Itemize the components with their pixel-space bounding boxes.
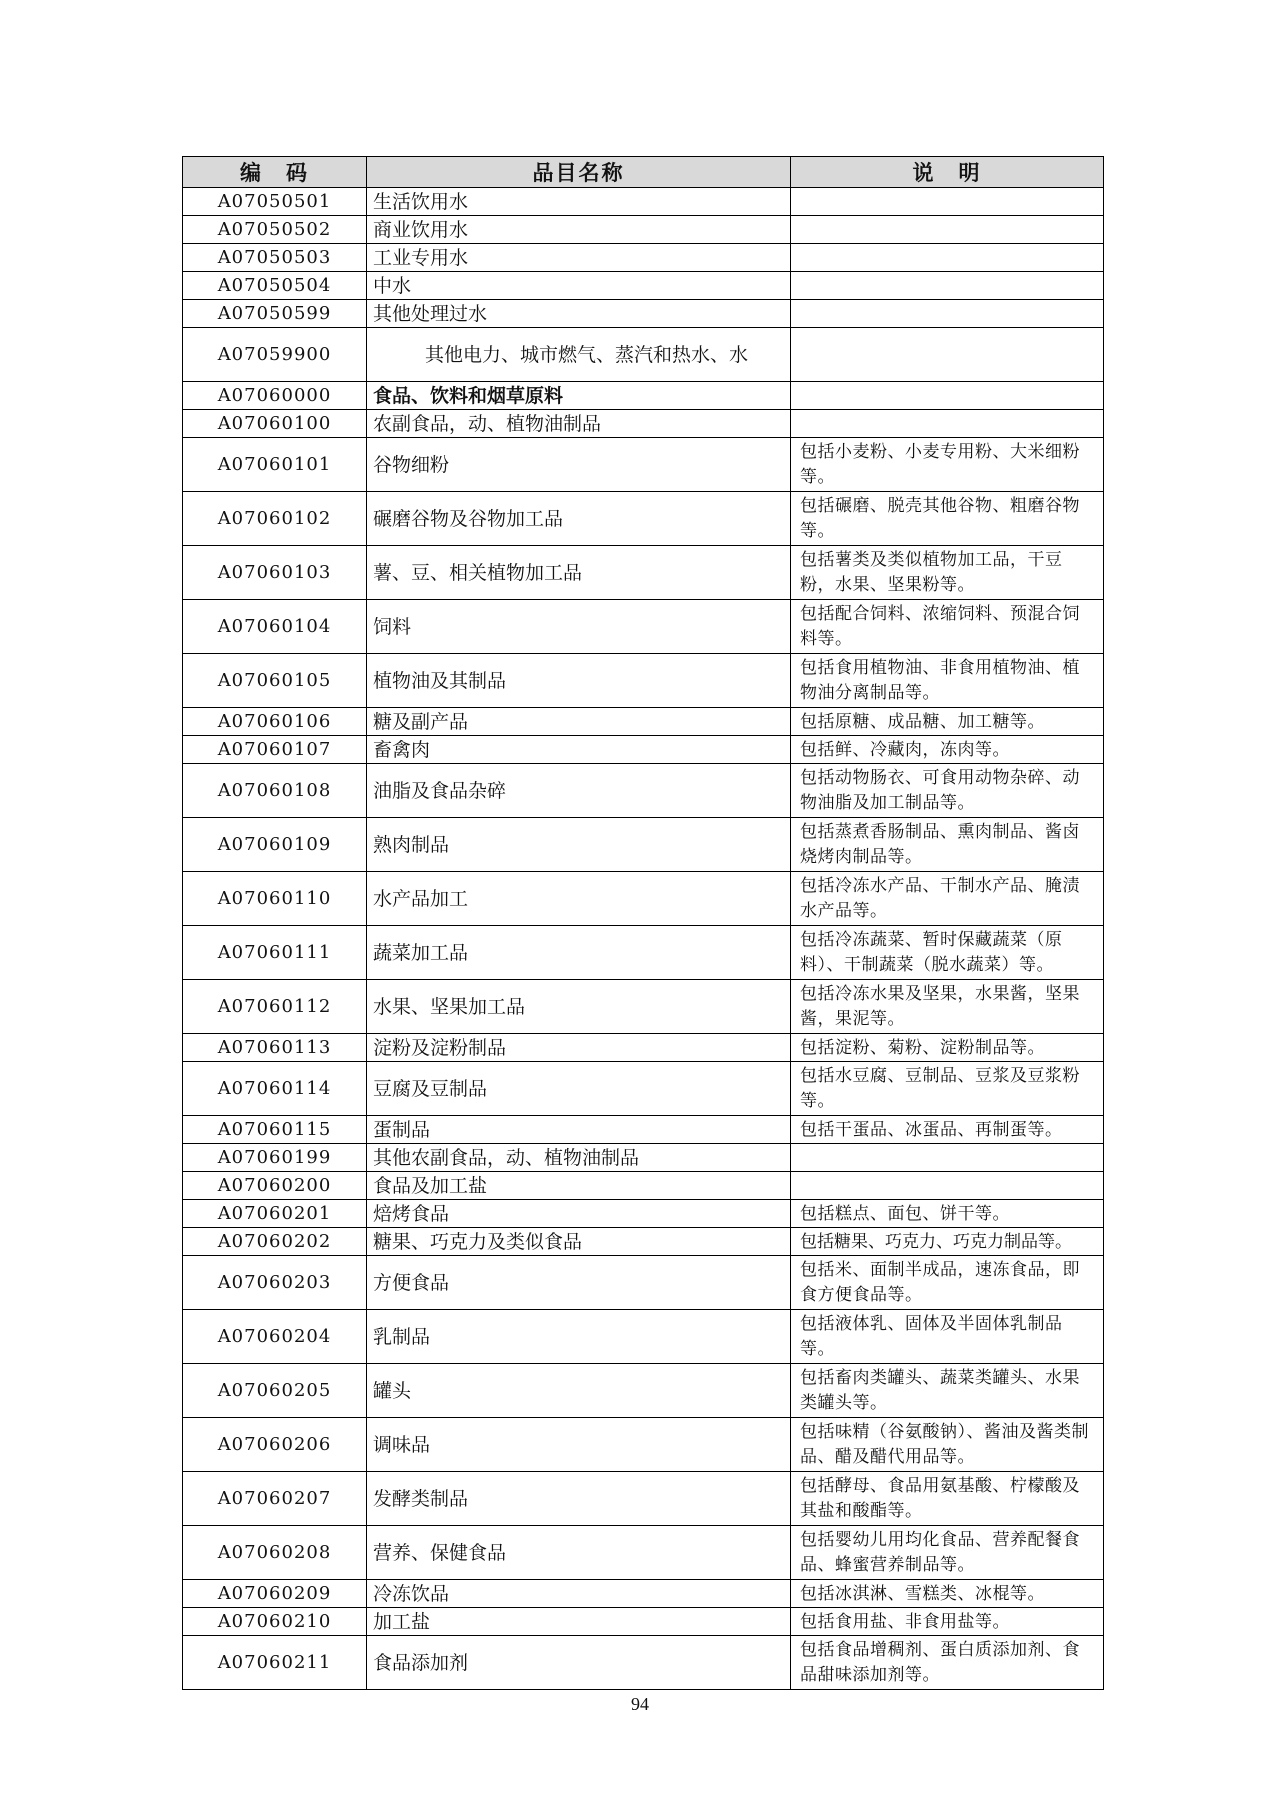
item-name: 油脂及食品杂碎: [367, 764, 791, 818]
item-name: 水果、坚果加工品: [367, 980, 791, 1034]
item-code: A07060204: [183, 1310, 367, 1364]
item-desc: 包括淀粉、菊粉、淀粉制品等。: [791, 1034, 1104, 1062]
item-desc: [791, 272, 1104, 300]
item-desc: 包括碾磨、脱壳其他谷物、粗磨谷物等。: [791, 492, 1104, 546]
item-code: A07050599: [183, 300, 367, 328]
table-row: [183, 926, 1104, 980]
item-desc: 包括液体乳、固体及半固体乳制品等。: [791, 1310, 1104, 1364]
item-code: A07050503: [183, 244, 367, 272]
item-code: A07060108: [183, 764, 367, 818]
item-name: 水产品加工: [367, 872, 791, 926]
item-code: A07060112: [183, 980, 367, 1034]
item-name: 冷冻饮品: [367, 1580, 791, 1608]
item-code: A07060107: [183, 736, 367, 764]
item-desc: [791, 244, 1104, 272]
item-code: A07060000: [183, 382, 367, 410]
item-desc: [791, 188, 1104, 216]
table-row: [183, 1364, 1104, 1418]
item-code: A07060205: [183, 1364, 367, 1418]
item-name: 畜禽肉: [367, 736, 791, 764]
item-code: A07060211: [183, 1636, 367, 1690]
item-code: A07060100: [183, 410, 367, 438]
item-code: A07050504: [183, 272, 367, 300]
item-code: A07060109: [183, 818, 367, 872]
item-desc: 包括酵母、食品用氨基酸、柠檬酸及其盐和酸酯等。: [791, 1472, 1104, 1526]
item-name: 豆腐及豆制品: [367, 1062, 791, 1116]
table-row: [183, 708, 1104, 736]
table-row: [183, 1526, 1104, 1580]
table-row: [183, 818, 1104, 872]
item-name: 农副食品，动、植物油制品: [367, 410, 791, 438]
table-row: [183, 382, 1104, 410]
table-row: [183, 410, 1104, 438]
item-desc: 包括小麦粉、小麦专用粉、大米细粉等。: [791, 438, 1104, 492]
item-code: A07060202: [183, 1228, 367, 1256]
table-row: [183, 872, 1104, 926]
table-row: [183, 1144, 1104, 1172]
item-desc: 包括婴幼儿用均化食品、营养配餐食品、蜂蜜营养制品等。: [791, 1526, 1104, 1580]
item-desc: [791, 1172, 1104, 1200]
table-row: [183, 1200, 1104, 1228]
item-desc: 包括原糖、成品糖、加工糖等。: [791, 708, 1104, 736]
table-row: [183, 492, 1104, 546]
item-code: A07060101: [183, 438, 367, 492]
item-name: 发酵类制品: [367, 1472, 791, 1526]
item-desc: 包括冰淇淋、雪糕类、冰棍等。: [791, 1580, 1104, 1608]
item-desc: 包括米、面制半成品，速冻食品，即食方便食品等。: [791, 1256, 1104, 1310]
item-name: 工业专用水: [367, 244, 791, 272]
item-code: A07060105: [183, 654, 367, 708]
header-desc: 说 明: [791, 157, 1104, 188]
item-code: A07060110: [183, 872, 367, 926]
item-desc: 包括冷冻水产品、干制水产品、腌渍水产品等。: [791, 872, 1104, 926]
table-row: [183, 764, 1104, 818]
item-name: 熟肉制品: [367, 818, 791, 872]
item-name: 乳制品: [367, 1310, 791, 1364]
item-name: 植物油及其制品: [367, 654, 791, 708]
item-code: A07060103: [183, 546, 367, 600]
item-name: 糖果、巧克力及类似食品: [367, 1228, 791, 1256]
item-code: A07060206: [183, 1418, 367, 1472]
item-desc: 包括冷冻水果及坚果，水果酱，坚果酱，果泥等。: [791, 980, 1104, 1034]
table-row: [183, 1034, 1104, 1062]
item-name: 饲料: [367, 600, 791, 654]
table-row: [183, 1256, 1104, 1310]
item-code: A07060106: [183, 708, 367, 736]
item-name: 碾磨谷物及谷物加工品: [367, 492, 791, 546]
item-name: 谷物细粉: [367, 438, 791, 492]
item-name: 食品、饮料和烟草原料: [367, 382, 791, 410]
table-row: [183, 1116, 1104, 1144]
item-desc: [791, 328, 1104, 382]
item-code: A07060201: [183, 1200, 367, 1228]
header-code: 编 码: [183, 157, 367, 188]
table-header-row: [183, 157, 1104, 188]
item-code: A07060104: [183, 600, 367, 654]
item-name: 蔬菜加工品: [367, 926, 791, 980]
item-desc: 包括动物肠衣、可食用动物杂碎、动物油脂及加工制品等。: [791, 764, 1104, 818]
table-row: [183, 1062, 1104, 1116]
table-row: [183, 328, 1104, 382]
item-desc: 包括食品增稠剂、蛋白质添加剂、食品甜味添加剂等。: [791, 1636, 1104, 1690]
item-name: 商业饮用水: [367, 216, 791, 244]
page-number: 94: [631, 1694, 649, 1714]
item-name: 生活饮用水: [367, 188, 791, 216]
item-code: A07060111: [183, 926, 367, 980]
item-desc: 包括水豆腐、豆制品、豆浆及豆浆粉等。: [791, 1062, 1104, 1116]
item-name: 罐头: [367, 1364, 791, 1418]
item-name: 食品及加工盐: [367, 1172, 791, 1200]
item-code: A07060207: [183, 1472, 367, 1526]
item-code: A07059900: [183, 328, 367, 382]
item-desc: 包括畜肉类罐头、蔬菜类罐头、水果类罐头等。: [791, 1364, 1104, 1418]
item-name: 营养、保健食品: [367, 1526, 791, 1580]
item-desc: 包括薯类及类似植物加工品，干豆粉，水果、坚果粉等。: [791, 546, 1104, 600]
table-row: [183, 736, 1104, 764]
item-code: A07050502: [183, 216, 367, 244]
table-row: [183, 1172, 1104, 1200]
item-code: A07060208: [183, 1526, 367, 1580]
item-desc: 包括蒸煮香肠制品、熏肉制品、酱卤烧烤肉制品等。: [791, 818, 1104, 872]
item-desc: 包括鲜、冷藏肉，冻肉等。: [791, 736, 1104, 764]
table-row: [183, 244, 1104, 272]
table-row: [183, 1310, 1104, 1364]
item-desc: [791, 382, 1104, 410]
item-desc: 包括干蛋品、冰蛋品、再制蛋等。: [791, 1116, 1104, 1144]
item-name: 淀粉及淀粉制品: [367, 1034, 791, 1062]
item-code: A07060200: [183, 1172, 367, 1200]
item-name: 其他农副食品，动、植物油制品: [367, 1144, 791, 1172]
table-row: [183, 980, 1104, 1034]
item-name: 其他电力、城市燃气、蒸汽和热水、水: [367, 328, 791, 382]
catalog-table: [182, 156, 1104, 1690]
item-desc: [791, 216, 1104, 244]
item-desc: 包括食用植物油、非食用植物油、植物油分离制品等。: [791, 654, 1104, 708]
item-code: A07060203: [183, 1256, 367, 1310]
catalog-page: [182, 156, 1103, 1690]
table-row: [183, 438, 1104, 492]
item-name: 中水: [367, 272, 791, 300]
item-desc: 包括配合饲料、浓缩饲料、预混合饲料等。: [791, 600, 1104, 654]
item-name: 方便食品: [367, 1256, 791, 1310]
item-desc: 包括糖果、巧克力、巧克力制品等。: [791, 1228, 1104, 1256]
item-name: 食品添加剂: [367, 1636, 791, 1690]
item-name: 薯、豆、相关植物加工品: [367, 546, 791, 600]
item-desc: [791, 300, 1104, 328]
item-desc: 包括食用盐、非食用盐等。: [791, 1608, 1104, 1636]
item-code: A07060102: [183, 492, 367, 546]
item-code: A07060114: [183, 1062, 367, 1116]
item-code: A07060199: [183, 1144, 367, 1172]
table-row: [183, 1608, 1104, 1636]
item-name: 蛋制品: [367, 1116, 791, 1144]
item-code: A07050501: [183, 188, 367, 216]
item-name: 其他处理过水: [367, 300, 791, 328]
table-row: [183, 1580, 1104, 1608]
item-desc: 包括味精（谷氨酸钠）、酱油及酱类制品、醋及醋代用品等。: [791, 1418, 1104, 1472]
item-code: A07060209: [183, 1580, 367, 1608]
item-desc: 包括冷冻蔬菜、暂时保藏蔬菜（原料）、干制蔬菜（脱水蔬菜）等。: [791, 926, 1104, 980]
table-row: [183, 654, 1104, 708]
table-row: [183, 546, 1104, 600]
item-desc: [791, 410, 1104, 438]
item-code: A07060115: [183, 1116, 367, 1144]
table-row: [183, 1472, 1104, 1526]
item-name: 糖及副产品: [367, 708, 791, 736]
item-desc: [791, 1144, 1104, 1172]
table-row: [183, 600, 1104, 654]
item-name: 调味品: [367, 1418, 791, 1472]
table-row: [183, 216, 1104, 244]
item-desc: 包括糕点、面包、饼干等。: [791, 1200, 1104, 1228]
item-name: 加工盐: [367, 1608, 791, 1636]
item-code: A07060113: [183, 1034, 367, 1062]
table-row: [183, 1636, 1104, 1690]
table-row: [183, 188, 1104, 216]
item-code: A07060210: [183, 1608, 367, 1636]
header-name: 品目名称: [367, 157, 791, 188]
table-row: [183, 1228, 1104, 1256]
item-name: 焙烤食品: [367, 1200, 791, 1228]
table-row: [183, 300, 1104, 328]
table-row: [183, 272, 1104, 300]
table-row: [183, 1418, 1104, 1472]
